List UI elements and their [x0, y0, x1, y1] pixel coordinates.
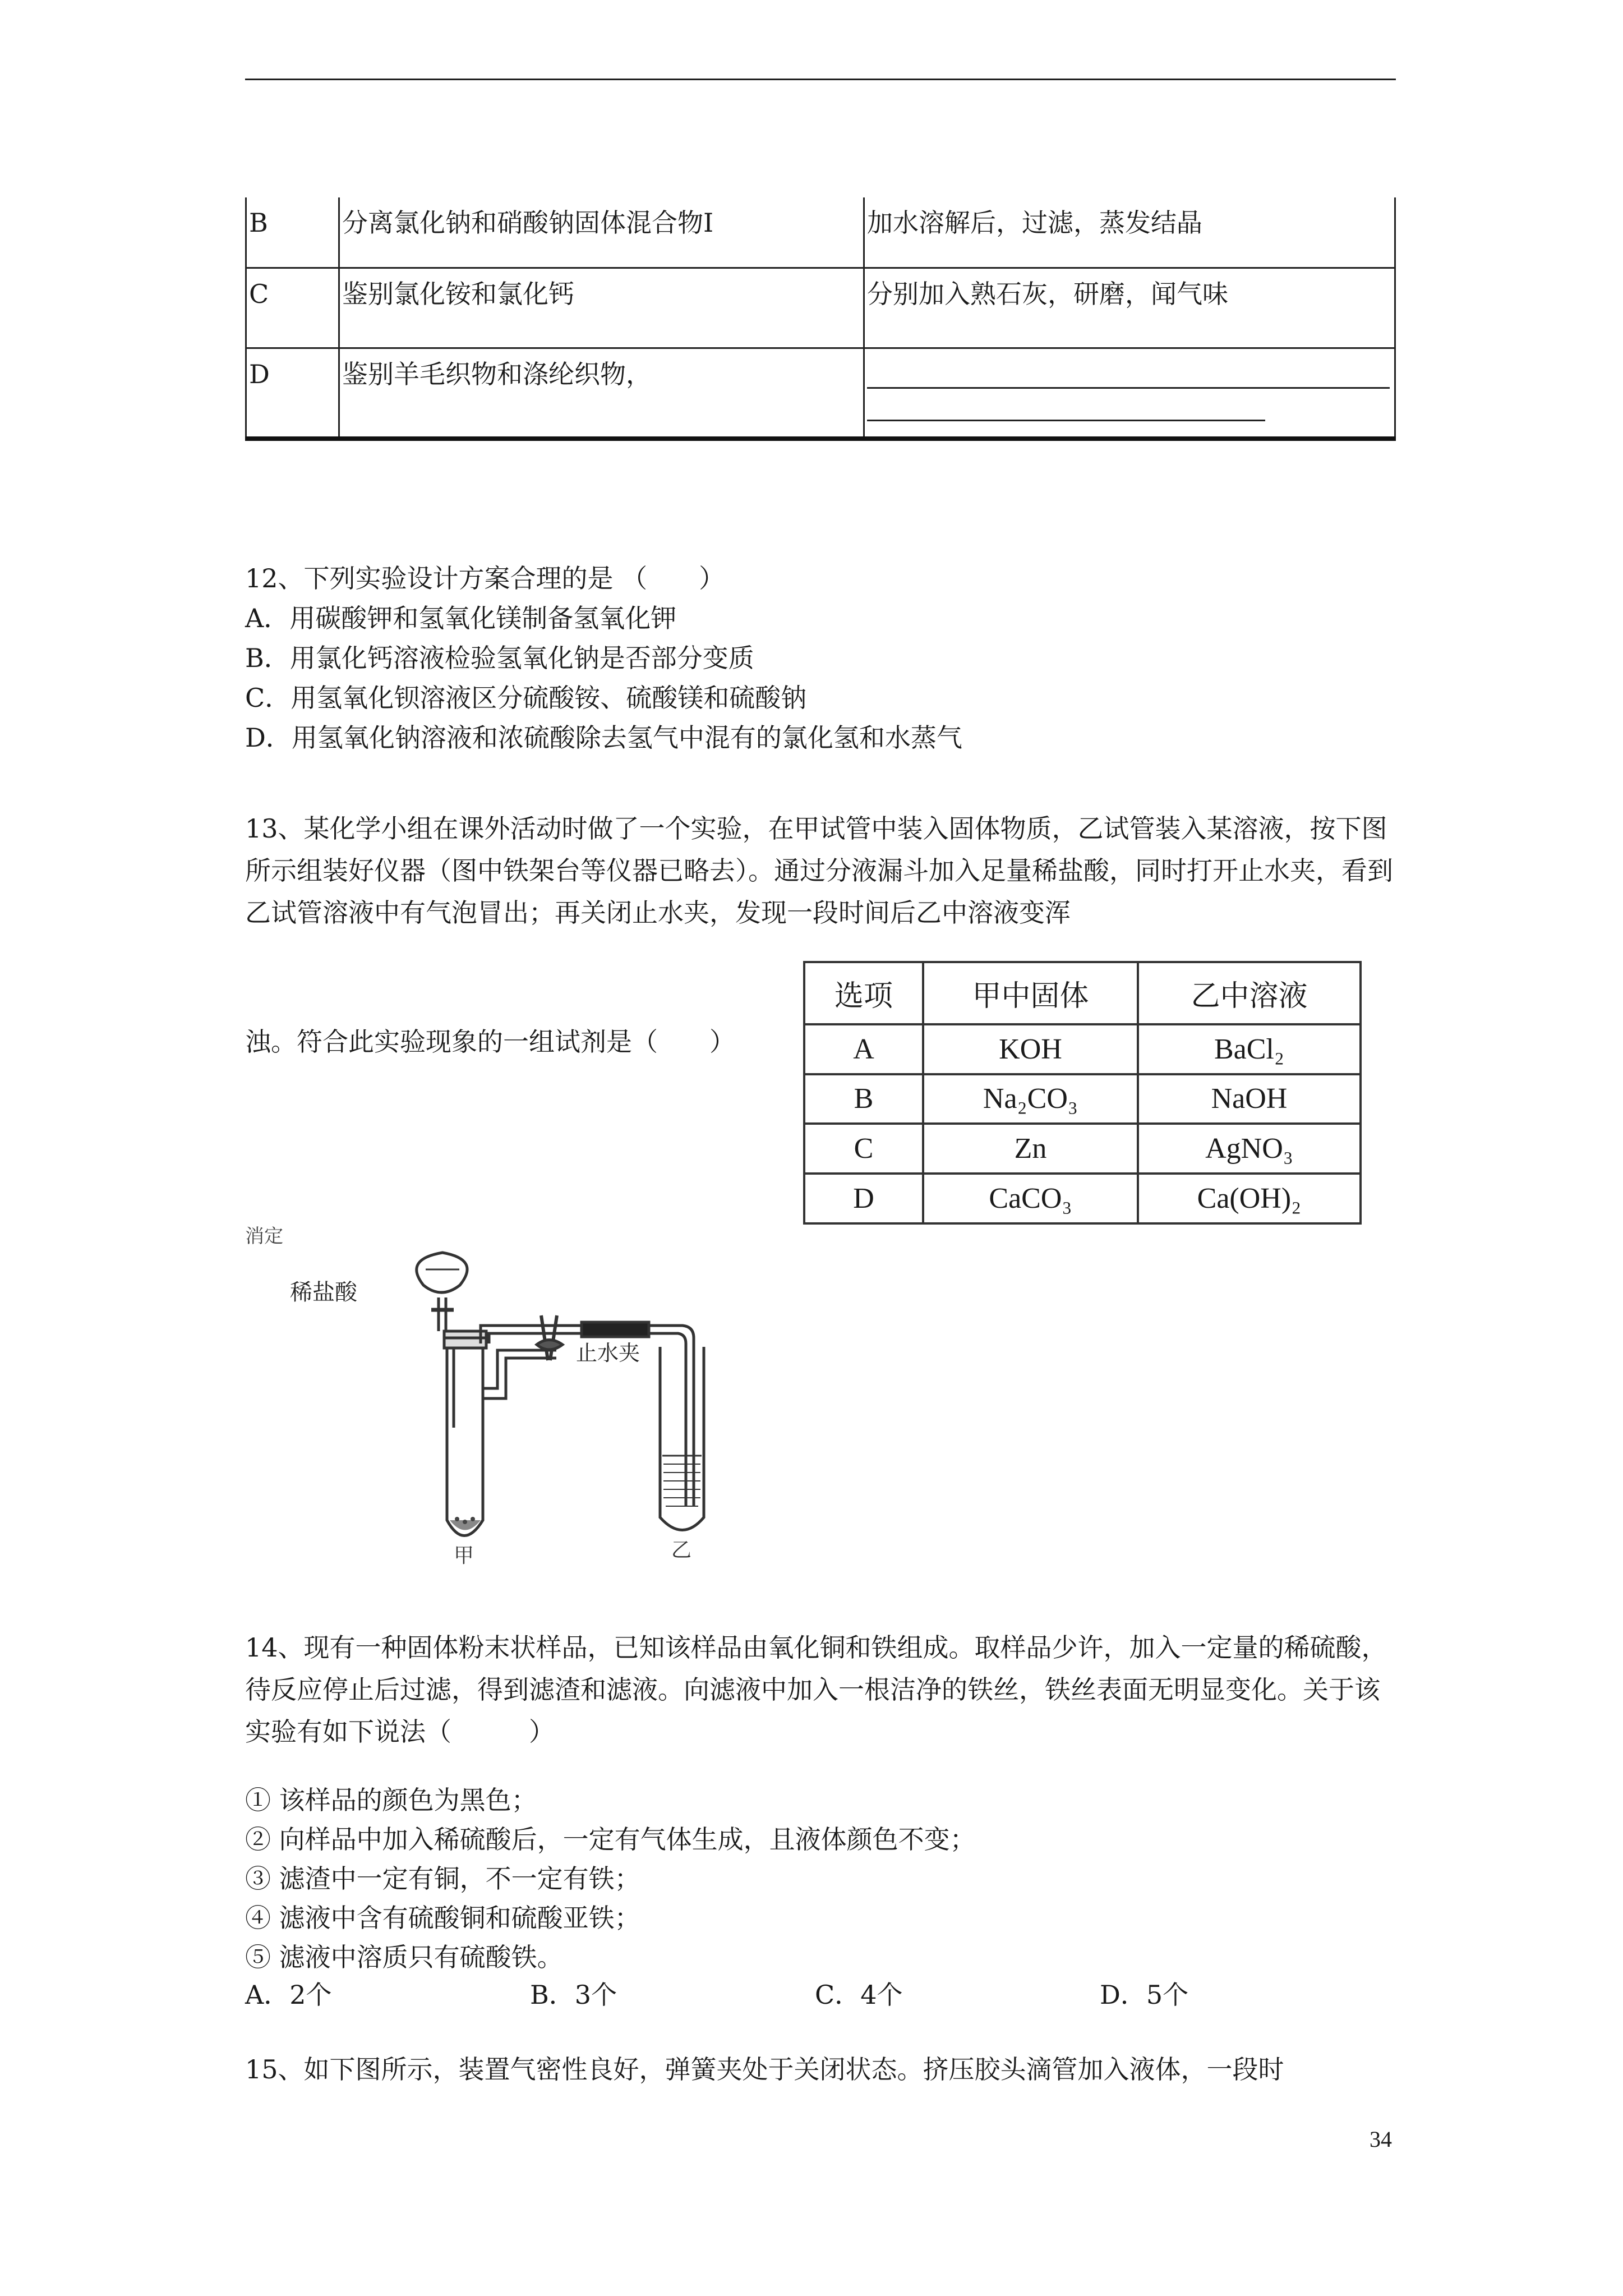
row-item: 分离氯化钠和硝酸钠固体混合物Ⅰ: [339, 197, 864, 268]
table-row: [804, 1124, 1361, 1174]
row-solution: Ca(OH)₂: [1138, 1174, 1361, 1223]
funnel-bulb: [417, 1253, 467, 1292]
row-label: B: [246, 197, 339, 268]
q12-option-a: A．用碳酸钾和氢氧化镁制备氢氧化钾: [245, 603, 677, 633]
row-item: 鉴别羊毛织物和涤纶织物，: [339, 348, 864, 439]
q12-option-d: D．用氢氧化钠溶液和浓硫酸除去氢气中混有的氯化氢和水蒸气: [245, 723, 962, 753]
table-row: [246, 197, 1395, 268]
q14-choice-a: A．2个: [245, 1980, 332, 2010]
label-dilute-hcl: 稀盐酸: [290, 1280, 357, 1305]
q13-stem: 13、某化学小组在课外活动时做了一个实验，在甲试管中装入固体物质，乙试管装入某溶液，按下图所示组装好仪器（图中铁架台等仪器已略去）。通过分液漏斗加入足量稀盐酸，同时打开止水夹，看到乙试管溶液中有气泡冒出；再关闭止水夹，发现一段时间后乙中溶液变浑: [245, 813, 1393, 928]
figure-corner-label: 消定: [245, 1225, 283, 1248]
clamp-icon: [541, 1315, 557, 1360]
header-option: 选项: [804, 962, 923, 1024]
label-tube-b: 乙: [671, 1539, 692, 1562]
q14-choice-b: B．3个: [530, 1980, 617, 2010]
apparatus-figure: [245, 1225, 806, 1567]
q14-choice-c: C．4个: [815, 1980, 903, 2010]
row-option: D: [804, 1174, 923, 1223]
tube-b: [660, 1347, 704, 1530]
row-item: 鉴别氯化铵和氯化钙: [339, 268, 864, 348]
label-tube-a: 甲: [454, 1544, 474, 1567]
table-row: [804, 1074, 1361, 1124]
table-row: [804, 1024, 1361, 1074]
q12-stem: 12、下列实验设计方案合理的是 （ ）: [245, 563, 725, 593]
row-label: C: [246, 268, 339, 348]
q14-statement-4: ④ 滤液中含有硫酸铜和硫酸亚铁；: [245, 1903, 640, 1933]
row-option: A: [804, 1024, 923, 1074]
blank-line-1: [867, 387, 1390, 389]
header-solid: 甲中固体: [923, 962, 1138, 1024]
row-option: B: [804, 1074, 923, 1124]
q13-stem-tail: 浊。符合此实验现象的一组试剂是（ ）: [245, 1027, 735, 1057]
row-label: D: [246, 348, 339, 439]
table-row: [246, 348, 1395, 439]
row-solution: NaOH: [1138, 1074, 1361, 1124]
row-solid: Zn: [923, 1124, 1138, 1174]
header-rule: [245, 79, 1396, 80]
label-water-clamp: 止水夹: [576, 1341, 640, 1365]
q14-stem: 14、现有一种固体粉末状样品，已知该样品由氧化铜和铁组成。取样品少许，加入一定量的稀硫酸，待反应停止后过滤，得到滤渣和滤液。向滤液中加入一根洁净的铁丝，铁丝表面无明显变化。关于该实验有如下说法（ ）: [245, 1632, 1387, 1747]
row-solution: BaCl₂: [1138, 1024, 1361, 1074]
table-row: [246, 268, 1395, 348]
row-solid: CaCO₃: [923, 1174, 1138, 1223]
row-solution: AgNO₃: [1138, 1124, 1361, 1174]
reagent-table: [803, 961, 1362, 1225]
row-method: 分别加入熟石灰，研磨，闻气味: [864, 268, 1395, 348]
q14-statement-2: ② 向样品中加入稀硫酸后，一定有气体生成，且液体颜色不变；: [245, 1824, 976, 1855]
table-row: [804, 1174, 1361, 1223]
row-method: 加水溶解后，过滤，蒸发结晶: [864, 197, 1395, 268]
options-table: [245, 197, 1396, 441]
answer-blank: [864, 348, 1395, 439]
page-number: 34: [1370, 2127, 1392, 2152]
q14-choice-d: D．5个: [1100, 1980, 1189, 2010]
q14-statement-5: ⑤ 滤液中溶质只有硫酸铁。: [245, 1942, 563, 1972]
q15-stem: 15、如下图所示，装置气密性良好，弹簧夹处于关闭状态。挤压胶头滴管加入液体，一段时: [245, 2054, 1284, 2085]
rubber-tube: [582, 1322, 649, 1337]
header-solution: 乙中溶液: [1138, 962, 1361, 1024]
row-solid: KOH: [923, 1024, 1138, 1074]
row-solid: Na₂CO₃: [923, 1074, 1138, 1124]
q14-statement-1: ① 该样品的颜色为黑色；: [245, 1785, 537, 1815]
table-header-row: [804, 962, 1361, 1024]
row-option: C: [804, 1124, 923, 1174]
blank-line-2: [867, 420, 1265, 421]
q14-statement-3: ③ 滤渣中一定有铜，不一定有铁；: [245, 1864, 640, 1894]
q12-option-b: B．用氯化钙溶液检验氢氧化钠是否部分变质: [245, 643, 754, 673]
q12-option-c: C．用氢氧化钡溶液区分硫酸铵、硫酸镁和硫酸钠: [245, 683, 807, 713]
